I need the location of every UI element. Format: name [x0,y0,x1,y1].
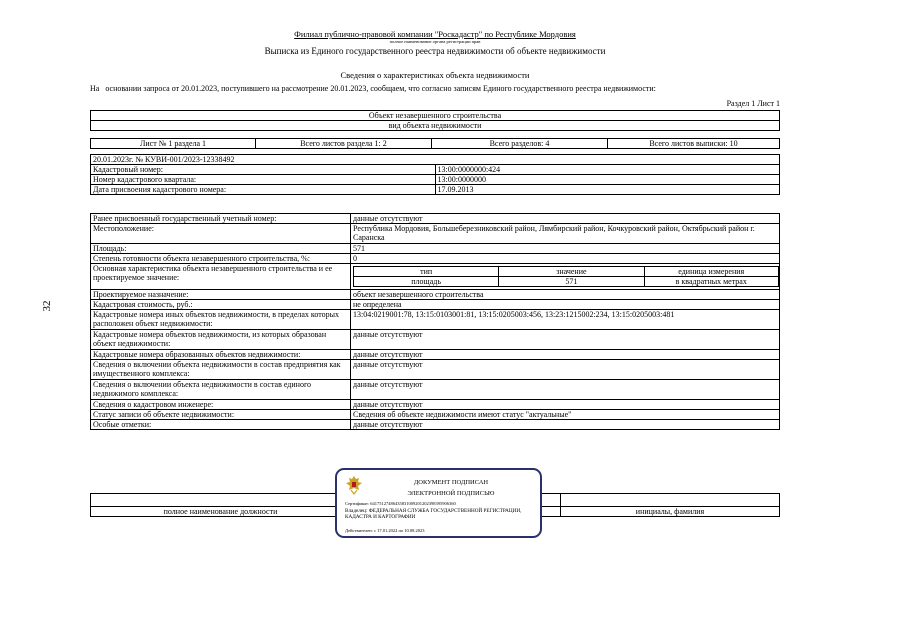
org-name: Филиал публично-правовой компании "Роскадастр" по Республике Мордовия [294,29,576,39]
char-unit: в квадратных метрах [644,277,779,287]
parent-objects-value: 13:04:0219001:78, 13:15:0103001:81, 13:15:0205003:456, 13:23:1215002:234, 13:15:0205003:481 [351,310,780,330]
detail-label: Площадь: [91,244,351,254]
detail-value: данные отсутствуют [351,380,780,400]
eagle-emblem-icon [343,474,365,496]
sheet-total-section: Всего листов раздела 1: 2 [256,139,432,149]
object-type: Объект незавершенного строительства [91,111,780,121]
area-value: 571 [351,244,780,254]
stamp-certificate: Сертификат: 64175127486435831009201202398395906360 [345,501,456,506]
detail-label: Особые отметки: [91,420,351,430]
char-value: 571 [499,277,644,287]
sheet-total-sections: Всего разделов: 4 [432,139,608,149]
detail-label: Ранее присвоенный государственный учетный номер: [91,214,351,224]
ident-table [90,154,780,195]
cadastral-number: 13:00:0000000:424 [435,165,780,175]
sheet-info-table [90,138,780,149]
org-caption: полное наименование органа регистрации прав [389,39,481,44]
stamp-owner: Владелец: ФЕДЕРАЛЬНАЯ СЛУЖБА ГОСУДАРСТВЕННОЙ РЕГИСТРАЦИИ, КАДАСТРА И КАРТОГРАФИИ [345,508,522,520]
details-table [90,213,780,430]
ident-label: Дата присвоения кадастрового номера: [91,185,436,195]
detail-label: Кадастровые номера иных объектов недвижимости, в пределах которых расположен объект недвижимости: [91,310,351,330]
detail-label: Сведения о кадастровом инженере: [91,400,351,410]
detail-label: Кадастровые номера образованных объектов недвижимости: [91,350,351,360]
detail-label: Сведения о включении объекта недвижимости в состав единого недвижимого комплекса: [91,380,351,400]
quarter-number: 13:00:0000000 [435,175,780,185]
object-type-caption: вид объекта недвижимости [91,121,780,131]
char-type: площадь [354,277,499,287]
detail-label: Степень готовности объекта незавершенного строительства, %: [91,254,351,264]
detail-label: Сведения о включении объекта недвижимости в состав предприятия как имущественного комплекса: [91,360,351,380]
position-caption: полное наименование должности [91,507,351,517]
detail-label: Статус записи об объекте недвижимости: [91,410,351,420]
characteristic-table [353,266,779,287]
sheet-number: Лист № 1 раздела 1 [91,139,256,149]
detail-value: данные отсутствуют [351,400,780,410]
detail-value: данные отсутствуют [351,330,780,350]
stamp-subtitle: ЭЛЕКТРОННОЙ ПОДПИСЬЮ [407,490,495,497]
char-header-unit: единица измерения [644,267,779,277]
char-header-value: значение [499,267,644,277]
stamp-title: ДОКУМЕНТ ПОДПИСАН [413,479,489,486]
assign-date: 17.09.2013 [435,185,780,195]
e-signature-stamp [335,468,542,538]
char-header-type: тип [354,267,499,277]
cost-value: не определена [351,300,780,310]
sheet-total-extract: Всего листов выписки: 10 [608,139,780,149]
stamp-validity: Действителен: с 17.01.2022 по 10.08.2023 [345,528,425,533]
detail-value: данные отсутствуют [351,350,780,360]
status-value: Сведения об объекте недвижимости имеют статус "актуальные" [351,410,780,420]
doc-title: Выписка из Единого государственного реестра недвижимости об объекте недвижимости [264,46,606,56]
section-sheet: Раздел 1 Лист 1 [726,99,780,108]
detail-value: данные отсутствуют [351,214,780,224]
name-caption: инициалы, фамилия [561,507,780,517]
detail-label: Местоположение: [91,224,351,244]
detail-label: Кадастровая стоимость, руб.: [91,300,351,310]
request-line: На основании запроса от 20.01.2023, поступившего на рассмотрение 20.01.2023, сообщаем, что согласно записям Единого государственного реестра недвижимости: [90,84,656,93]
detail-value: данные отсутствуют [351,420,780,430]
characteristic-label: Основная характеристика объекта незавершенного строительства и ее проектируемое значение: [91,264,351,290]
detail-label: Проектируемое назначение: [91,290,351,300]
request-ref: 20.01.2023г. № КУВИ-001/2023-12338492 [91,155,780,165]
ident-label: Кадастровый номер: [91,165,436,175]
section-title: Сведения о характеристиках объекта недвижимости [340,70,530,80]
purpose-value: объект незавершенного строительства [351,290,780,300]
page-number: 32 [41,300,53,312]
location-value: Республика Мордовия, Большеберезниковский район, Лямбирский район, Кочкуровский район, Октябрьский район г. Саранска [351,224,780,244]
ident-label: Номер кадастрового квартала: [91,175,436,185]
object-type-table [90,110,780,131]
readiness-value: 0 [351,254,780,264]
detail-label: Кадастровые номера объектов недвижимости, из которых образован объект недвижимости: [91,330,351,350]
detail-value: данные отсутствуют [351,360,780,380]
